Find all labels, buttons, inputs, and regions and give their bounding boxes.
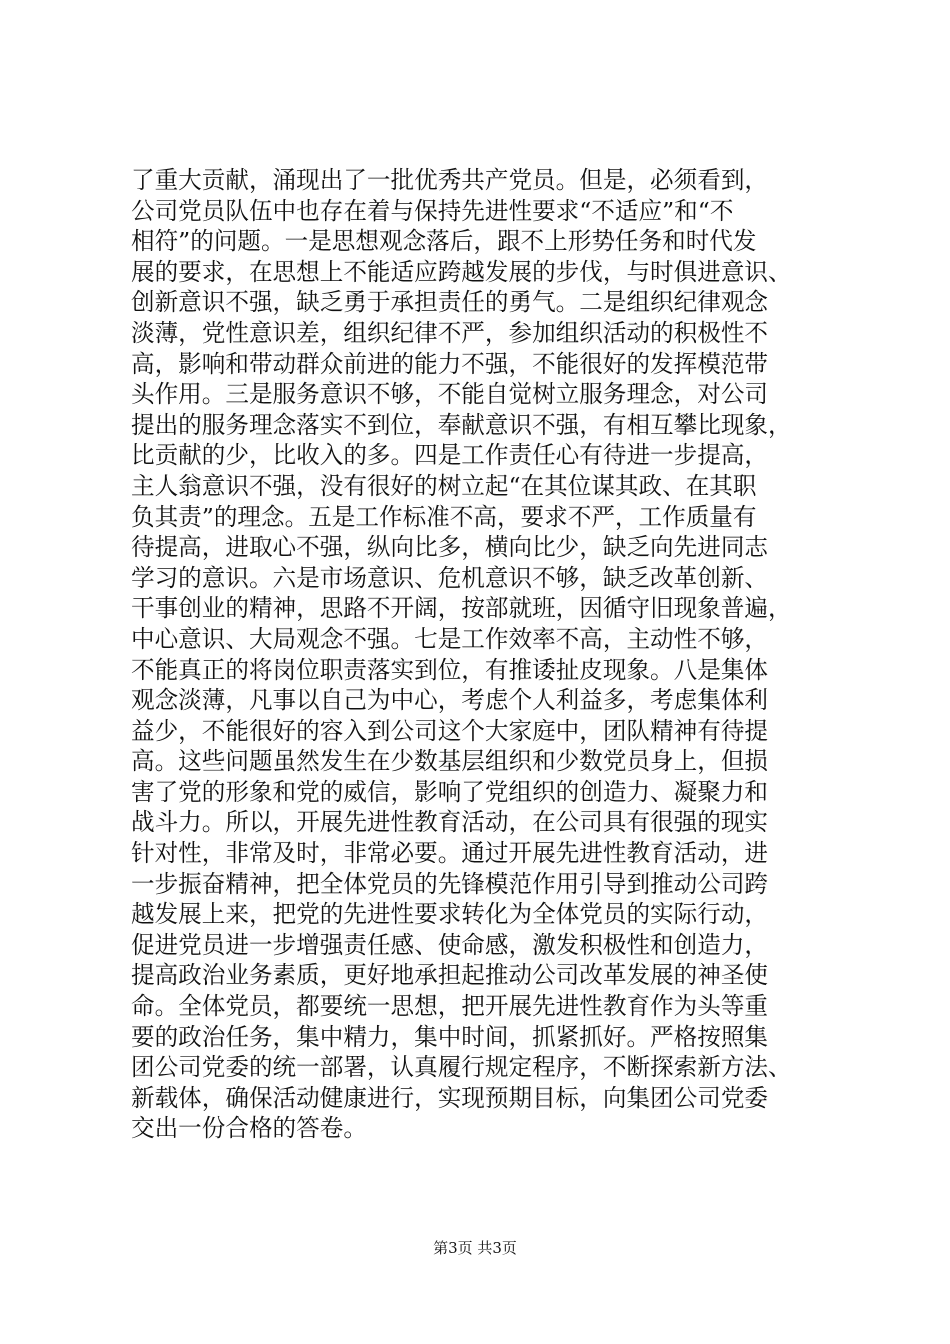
text-line: 益少，不能很好的容入到公司这个大家庭中，团队精神有待提 [131, 716, 769, 745]
text-line: 展的要求，在思想上不能适应跨越发展的步伐，与时俱进意识、 [131, 257, 792, 286]
text-line: 促进党员进一步增强责任感、使命感，激发积极性和创造力， [131, 930, 769, 959]
text-line: 中心意识、大局观念不强。七是工作效率不高，主动性不够， [131, 624, 769, 653]
text-line: 比贡献的少，比收入的多。四是工作责任心有待进一步提高， [131, 441, 769, 470]
text-line: 负其责”的理念。五是工作标准不高，要求不严，工作质量有 [131, 502, 757, 531]
text-line: 不能真正的将岗位职责落实到位，有推诿扯皮现象。八是集体 [131, 655, 769, 684]
text-line: 公司党员队伍中也存在着与保持先进性要求“不适应”和“不 [131, 196, 734, 225]
text-line: 高，影响和带动群众前进的能力不强，不能很好的发挥模范带 [131, 349, 769, 378]
text-line: 越发展上来，把党的先进性要求转化为全体党员的实际行动， [131, 900, 769, 929]
text-line: 观念淡薄，凡事以自己为中心，考虑个人利益多，考虑集体利 [131, 686, 769, 715]
text-line: 学习的意识。六是市场意识、危机意识不够，缺乏改革创新、 [131, 563, 769, 592]
text-line: 相符”的问题。一是思想观念落后，跟不上形势任务和时代发 [131, 227, 757, 256]
text-line: 要的政治任务，集中精力，集中时间，抓紧抓好。严格按照集 [131, 1022, 769, 1051]
page-footer: 第3页 共3页 [433, 1239, 517, 1257]
text-line: 淡薄，党性意识差，组织纪律不严，参加组织活动的积极性不 [131, 318, 769, 347]
text-line: 主人翁意识不强，没有很好的树立起“在其位谋其政、在其职 [131, 471, 757, 500]
text-line: 提出的服务理念落实不到位，奉献意识不强，有相互攀比现象， [131, 410, 792, 439]
body-text [131, 165, 831, 1144]
text-line: 头作用。三是服务意识不够，不能自觉树立服务理念，对公司 [131, 380, 769, 409]
text-line: 创新意识不强，缺乏勇于承担责任的勇气。二是组织纪律观念 [131, 288, 769, 317]
text-line: 提高政治业务素质，更好地承担起推动公司改革发展的神圣使 [131, 961, 769, 990]
text-line: 团公司党委的统一部署，认真履行规定程序，不断探索新方法、 [131, 1053, 792, 1082]
text-line: 待提高，进取心不强，纵向比多，横向比少，缺乏向先进同志 [131, 533, 769, 562]
text-line: 交出一份合格的答卷。 [131, 1114, 367, 1143]
text-line: 战斗力。所以，开展先进性教育活动，在公司具有很强的现实 [131, 808, 769, 837]
text-line: 命。全体党员，都要统一思想，把开展先进性教育作为头等重 [131, 992, 769, 1021]
text-line: 针对性，非常及时，非常必要。通过开展先进性教育活动，进 [131, 839, 769, 868]
text-line: 高。这些问题虽然发生在少数基层组织和少数党员身上，但损 [131, 747, 769, 776]
text-line: 新载体，确保活动健康进行，实现预期目标，向集团公司党委 [131, 1083, 769, 1112]
text-line: 干事创业的精神，思路不开阔，按部就班，因循守旧现象普遍， [131, 594, 792, 623]
text-line: 害了党的形象和党的威信，影响了党组织的创造力、凝聚力和 [131, 777, 769, 806]
text-line: 了重大贡献，涌现出了一批优秀共产党员。但是，必须看到， [131, 166, 769, 194]
text-line: 一步振奋精神，把全体党员的先锋模范作用引导到推动公司跨 [131, 869, 769, 898]
